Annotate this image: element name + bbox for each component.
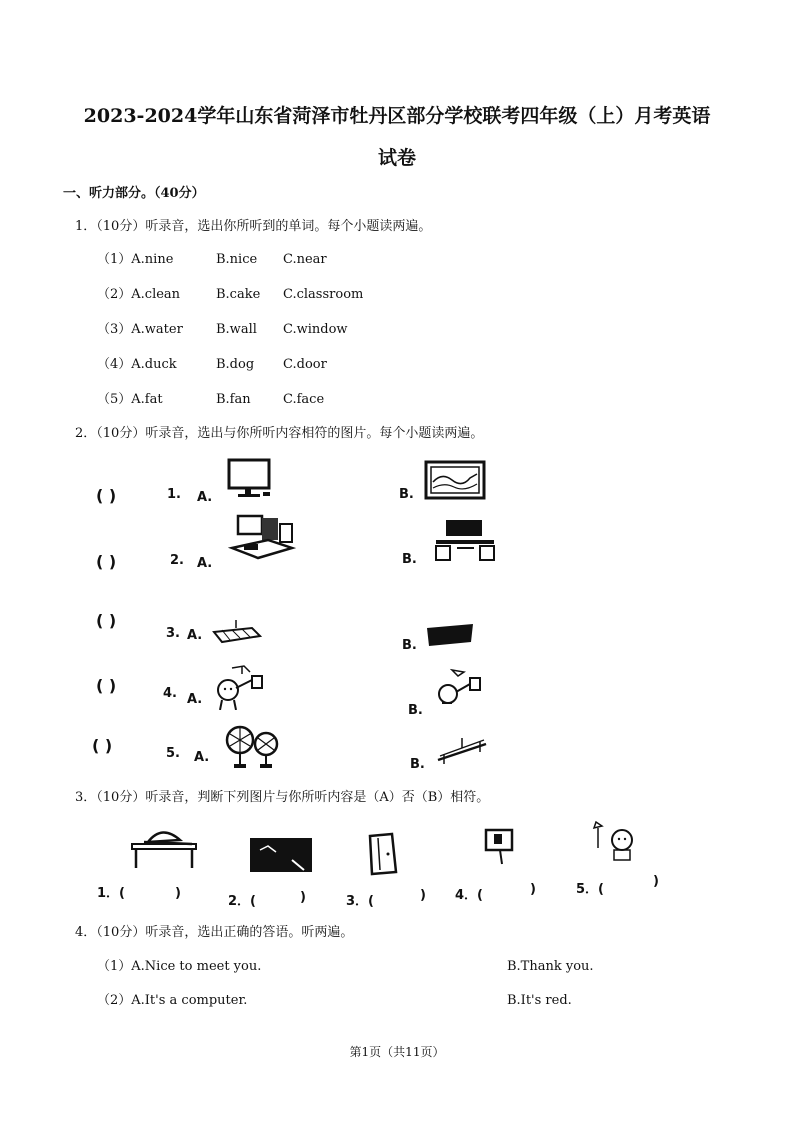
q1-row5-b: B.fan xyxy=(216,392,251,407)
q3-item-3: 3．( xyxy=(346,894,374,909)
q1-row2-a: （2）A.clean xyxy=(97,287,181,302)
answer-paren: ( ) xyxy=(96,611,117,630)
light-switch-icon xyxy=(480,826,520,866)
option-label-b: B. xyxy=(410,757,425,772)
q1-row1-a: （1）A.nine xyxy=(97,252,174,267)
q3-close-paren: ) xyxy=(530,882,536,897)
q1-row2-b: B.cake xyxy=(216,287,261,302)
q1-row4-b: B.dog xyxy=(216,357,255,372)
q1-row4-c: C.door xyxy=(283,357,327,372)
answer-paren: ( ) xyxy=(96,486,117,505)
q4-stem: 4．（10分）听录音，选出正确的答语。听两遍。 xyxy=(75,925,354,940)
page-title-line2: 试卷 xyxy=(377,147,416,169)
q2-stem: 2．（10分）听录音，选出与你所听内容相符的图片。每个小题读两遍。 xyxy=(75,426,484,441)
blackboard-writing-icon xyxy=(246,836,316,876)
section-heading: 一、听力部分。（40分） xyxy=(63,186,205,201)
girl-with-lamp-icon xyxy=(586,820,642,864)
monitor-icon xyxy=(226,458,274,500)
q4-row1-a: （1）A.Nice to meet you. xyxy=(97,959,262,974)
q3-stem: 3．（10分）听录音，判断下列图片与你所听内容是（A）否（B）相符。 xyxy=(75,790,490,805)
answer-paren: ( ) xyxy=(96,552,117,571)
q3-item-2: 2．( xyxy=(228,894,256,909)
q1-row1-c: C.near xyxy=(283,252,327,267)
q1-row2-c: C.classroom xyxy=(283,287,364,302)
option-label-a: A. xyxy=(197,490,213,505)
q3-close-paren: ) xyxy=(300,890,306,905)
option-label-b: B. xyxy=(399,487,414,502)
q3-item-1: 1．( xyxy=(97,886,125,901)
option-label-b: B. xyxy=(408,703,423,718)
fans-icon xyxy=(224,722,280,770)
girl-turning-on-light-icon xyxy=(434,666,488,712)
door-icon xyxy=(366,832,402,876)
q3-close-paren: ) xyxy=(653,874,659,889)
q3-item-5: 5．( xyxy=(576,882,604,897)
q2-item-number: 1. xyxy=(167,487,181,502)
option-label-a: A. xyxy=(197,556,213,571)
q1-row5-c: C.face xyxy=(283,392,325,407)
q1-row4-a: （4）A.duck xyxy=(97,357,177,372)
light-tube-icon xyxy=(434,734,490,768)
q1-row3-a: （3）A.water xyxy=(97,322,183,337)
tv-stand-icon xyxy=(432,518,498,564)
q4-row1-b: B.Thank you. xyxy=(507,959,594,974)
page-title: 2023-2024学年山东省菏泽市牡丹区部分学校联考四年级（上）月考英语 xyxy=(83,105,711,127)
q1-row3-b: B.wall xyxy=(216,322,257,337)
q1-row1-b: B.nice xyxy=(216,252,258,267)
q2-item-number: 4. xyxy=(163,686,177,701)
option-label-a: A. xyxy=(187,628,203,643)
answer-paren: ( ) xyxy=(96,676,117,695)
answer-paren: ( ) xyxy=(92,736,113,755)
q1-row3-c: C.window xyxy=(283,322,348,337)
q1-stem: 1．（10分）听录音，选出你所听到的单词。每个小题读两遍。 xyxy=(75,219,432,234)
boy-turning-on-light-icon xyxy=(212,664,272,710)
q3-close-paren: ) xyxy=(175,886,181,901)
q2-item-number: 5. xyxy=(166,746,180,761)
picture-frame-icon xyxy=(424,460,486,500)
q4-row2-b: B.It's red. xyxy=(507,993,572,1008)
q4-row2-a: （2）A.It's a computer. xyxy=(97,993,248,1008)
floor-icon xyxy=(212,616,262,646)
q2-item-number: 3. xyxy=(166,626,180,641)
page-footer: 第1页（共11页） xyxy=(349,1045,445,1059)
q3-close-paren: ) xyxy=(420,888,426,903)
option-label-a: A. xyxy=(187,692,203,707)
option-label-b: B. xyxy=(402,552,417,567)
option-label-a: A. xyxy=(194,750,210,765)
computer-desk-icon xyxy=(228,514,296,564)
blackboard-icon xyxy=(425,622,477,650)
option-label-b: B. xyxy=(402,638,417,653)
q2-item-number: 2. xyxy=(170,553,184,568)
cap-on-desk-icon xyxy=(128,826,200,870)
q3-item-4: 4．( xyxy=(455,888,483,903)
q1-row5-a: （5）A.fat xyxy=(97,392,163,407)
